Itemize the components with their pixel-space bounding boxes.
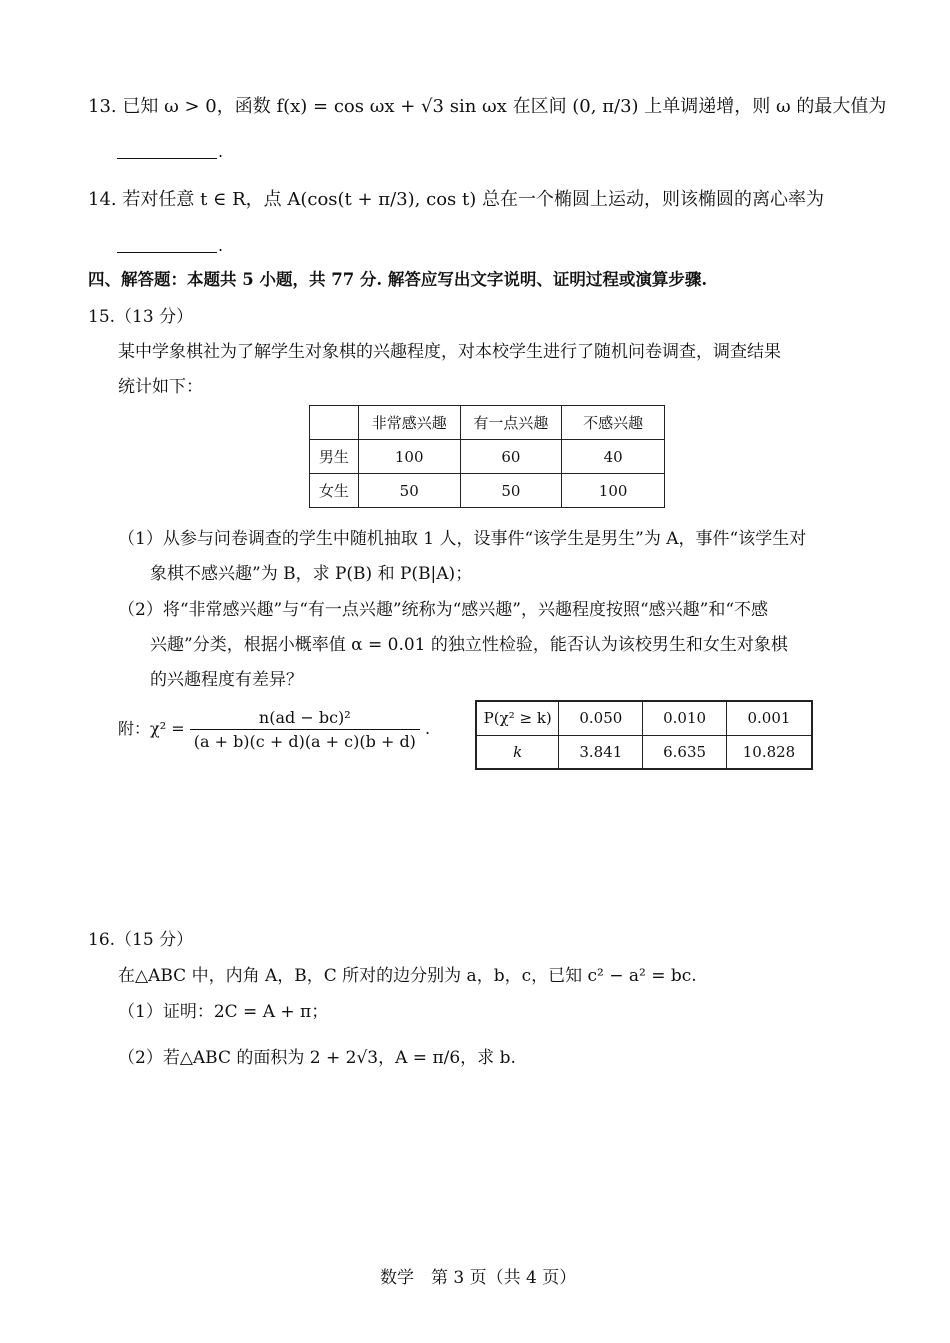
table-cell: 男生 [310,440,359,474]
table-cell: 100 [358,440,460,474]
table-cell: 0.010 [643,701,727,735]
question-16-part1: （1）证明：2C = A + π； [118,1002,329,1022]
answer-blank-13 [117,158,217,159]
table-header-cell: 非常感兴趣 [358,406,460,440]
table-cell: 60 [460,440,562,474]
table-header-cell: 不感兴趣 [562,406,665,440]
table-cell: 6.635 [643,735,727,769]
table-cell: 女生 [310,474,359,508]
table-header-cell: 有一点兴趣 [460,406,562,440]
formula-fraction [190,708,420,751]
question-16-intro: 在△ABC 中，内角 A，B，C 所对的边分别为 a，b，c，已知 c² − a² = bc. [118,966,697,986]
table-cell: 10.828 [726,735,812,769]
survey-table [309,405,665,508]
table-cell: 50 [358,474,460,508]
formula-suffix: . [425,719,431,738]
survey-table-header-row [310,406,665,440]
question-15-part1-line2: 象棋不感兴趣”为 B，求 P(B) 和 P(B|A)； [150,564,473,584]
table-cell: 40 [562,440,665,474]
table-row [476,735,812,769]
answer-blank-14 [117,252,217,253]
table-row [310,474,665,508]
table-cell: k [476,735,559,769]
table-row [476,701,812,735]
question-15-part1-line1: （1）从参与问卷调查的学生中随机抽取 1 人，设事件“该学生是男生”为 A，事件“该学生对 [118,529,807,549]
question-16-part2: （2）若△ABC 的面积为 2 + 2√3，A = π/6，求 b. [118,1048,516,1068]
table-cell: 0.001 [726,701,812,735]
blank-period-14: . [218,236,224,255]
formula-numerator: n(ad − bc)² [190,708,420,730]
question-15-part2-line3: 的兴趣程度有差异？ [150,670,303,690]
blank-period-13: . [218,142,224,161]
table-header-cell [310,406,359,440]
table-cell: 0.050 [559,701,643,735]
question-15-intro-line2: 统计如下： [118,377,203,397]
table-cell: 3.841 [559,735,643,769]
section-4-heading: 四、解答题：本题共 5 小题，共 77 分. 解答应写出文字说明、证明过程或演算步骤. [88,270,708,289]
table-cell: 50 [460,474,562,508]
formula-prefix: 附：χ² = [118,719,185,738]
question-16-label: 16.（15 分） [88,930,194,950]
question-13: 13. 已知 ω > 0，函数 f(x) = cos ωx + √3 sin ωx 在区间 (0, π/3) 上单调递增，则 ω 的最大值为 [88,96,887,117]
question-15-intro-line1: 某中学象棋社为了解学生对象棋的兴趣程度，对本校学生进行了随机问卷调查，调查结果 [118,342,781,362]
question-15-label: 15.（13 分） [88,307,194,327]
chi-critical-table [475,700,813,770]
question-15-part2-line2: 兴趣”分类，根据小概率值 α = 0.01 的独立性检验，能否认为该校男生和女生对象棋 [150,635,788,655]
table-cell: 100 [562,474,665,508]
question-14: 14. 若对任意 t ∈ R，点 A(cos(t + π/3), cos t) 总在一个椭圆上运动，则该椭圆的离心率为 [88,189,824,210]
question-15-part2-line1: （2）将“非常感兴趣”与“有一点兴趣”统称为“感兴趣”，兴趣程度按照“感兴趣”和“不感 [118,600,769,620]
chi-square-formula [118,708,430,751]
table-row [310,440,665,474]
page-footer: 数学 第 3 页（共 4 页） [380,1268,577,1288]
table-cell: P(χ² ≥ k) [476,701,559,735]
formula-denominator: (a + b)(c + d)(a + c)(b + d) [193,732,416,751]
